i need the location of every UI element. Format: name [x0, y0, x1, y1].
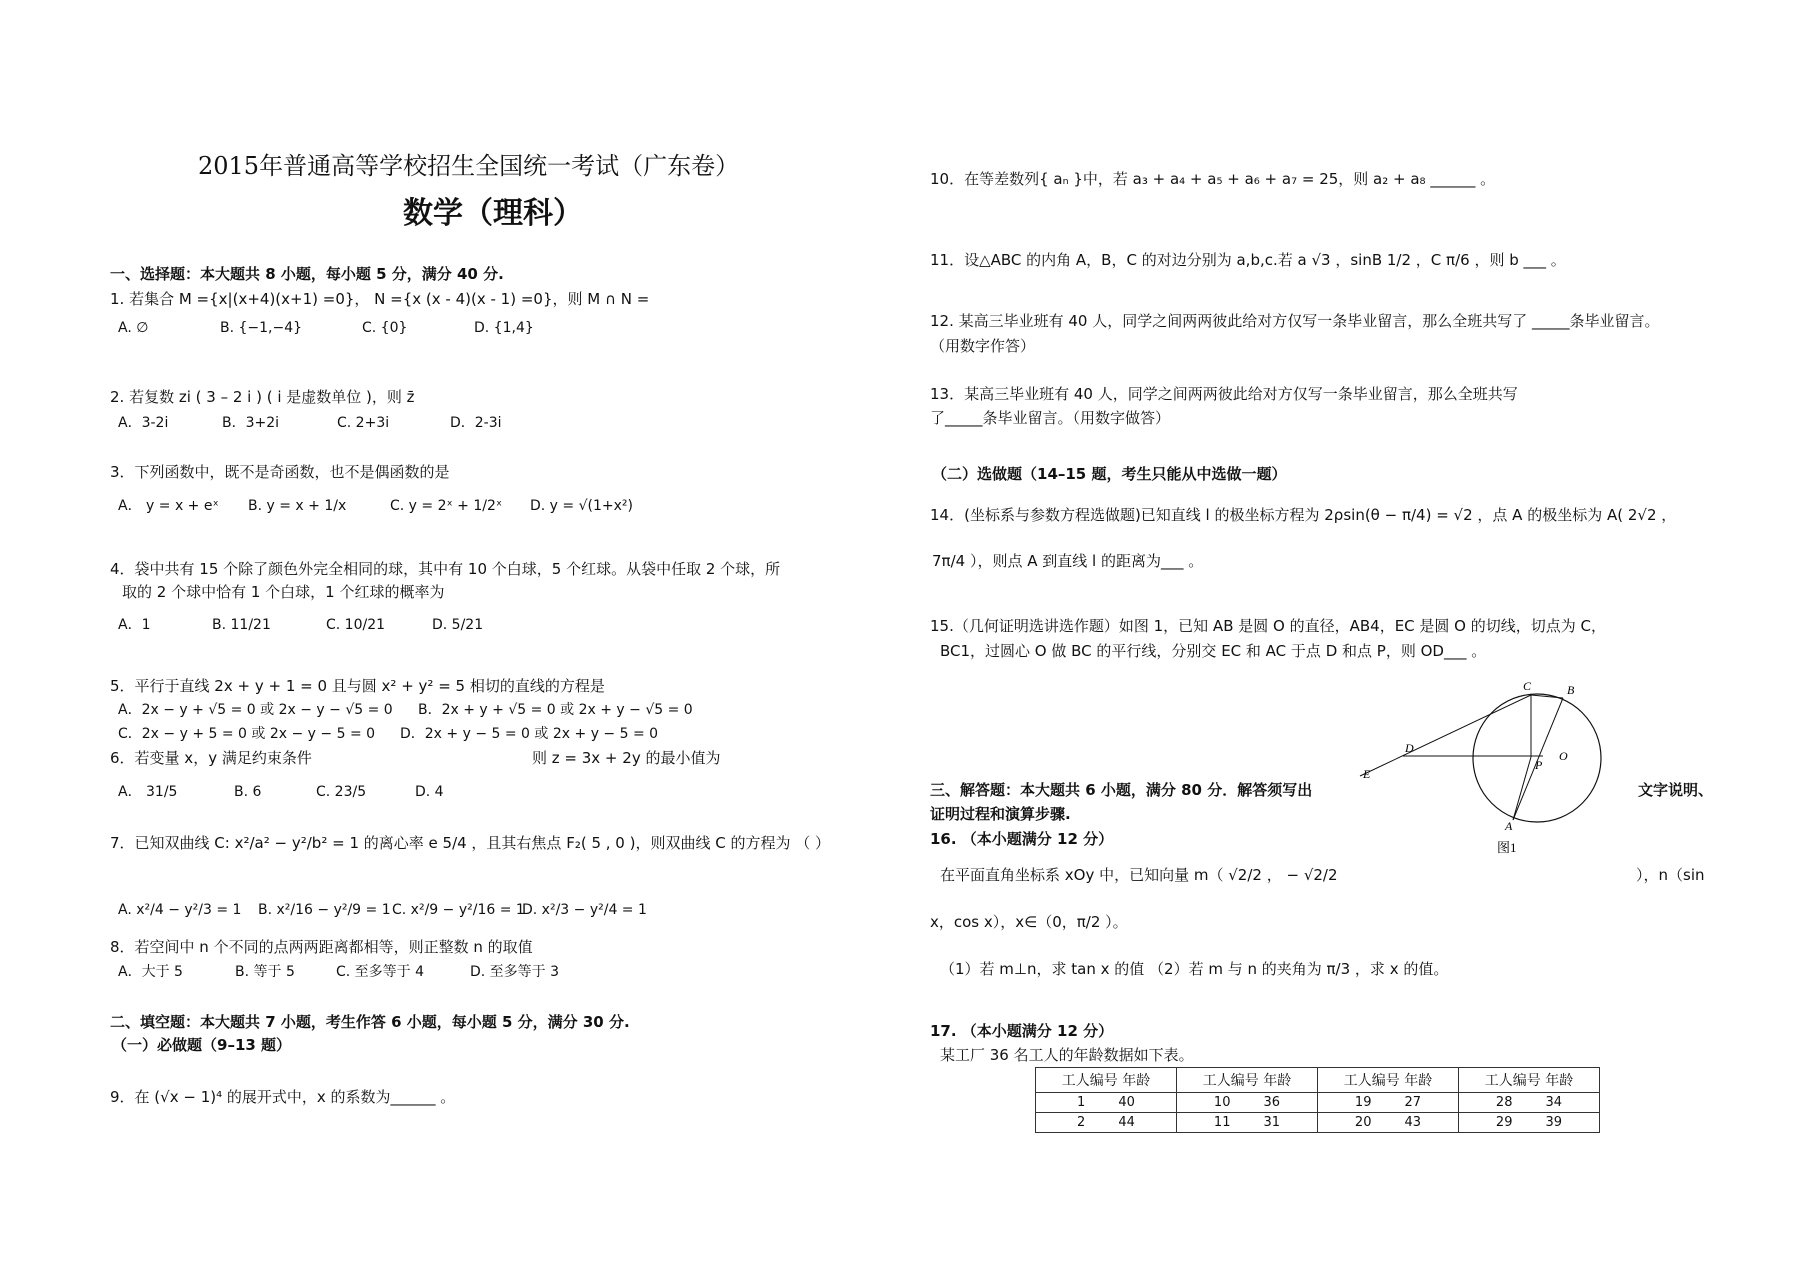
- q2-stem: 2. 若复数 zi ( 3 – 2 i ) ( i 是虚数单位 )，则 z̄: [110, 388, 415, 406]
- section2-required-heading: （一）必做题（9–13 题）: [112, 1036, 292, 1054]
- q5-stem: 5．平行于直线 2x + y + 1 = 0 且与圆 x² + y² = 5 相切的直线的方程是: [110, 677, 605, 695]
- q7-opt-a: A. x²/4 − y²/3 = 1: [118, 902, 242, 918]
- q15-line1: 15.（几何证明选讲选作题）如图 1，已知 AB 是圆 O 的直径，AB4，EC 是圆 O 的切线，切点为 C，: [930, 617, 1606, 635]
- q5-opt-b: B．2x + y + √5 = 0 或 2x + y − √5 = 0: [418, 702, 693, 718]
- q17-heading: 17. （本小题满分 12 分）: [930, 1022, 1114, 1040]
- section3-heading: 三、解答题：本大题共 6 小题，满分 80 分．解答须写出: [930, 781, 1313, 799]
- q1-opt-d: D. {1,4}: [474, 320, 534, 336]
- segment-cb: [1531, 695, 1563, 698]
- q2-opt-b: B．3+2i: [222, 415, 280, 431]
- q1-opt-a: A. ∅: [118, 320, 149, 336]
- label-e: E: [1363, 767, 1371, 781]
- q3-opt-d: D. y = √(1+x²): [530, 498, 633, 514]
- table-header-cell: 工人编号 年龄: [1459, 1068, 1600, 1093]
- q16-line3: （1）若 m⊥n，求 tan x 的值 （2）若 m 与 n 的夹角为 π/3 ，求 x 的值。: [940, 960, 1449, 978]
- q7-opt-c: C. x²/9 − y²/16 = 1: [392, 902, 525, 918]
- figure-1-circle-diagram: [1355, 672, 1655, 862]
- tangent-line-ec: [1360, 695, 1531, 776]
- q10: 10．在等差数列{ aₙ }中，若 a₃ + a₄ + a₅ + a₆ + a₇ = 25，则 a₂ + a₈ ______ 。: [930, 170, 1496, 188]
- table-header-cell: 工人编号 年龄: [1177, 1068, 1318, 1093]
- q12-line2: （用数字作答）: [930, 337, 1036, 355]
- q7-stem: 7．已知双曲线 C: x²/a² − y²/b² = 1 的离心率 e 5/4 ，且其右焦点 F₂( 5 , 0 )，则双曲线 C 的方程为 （ ）: [110, 834, 831, 852]
- q8-opt-d: D. 至多等于 3: [470, 964, 560, 980]
- table-cell: 19 27: [1318, 1093, 1459, 1113]
- section3-heading-line2: 证明过程和演算步骤.: [930, 805, 1071, 823]
- q5-opt-a: A．2x − y + √5 = 0 或 2x − y − √5 = 0: [118, 702, 393, 718]
- q8-opt-c: C. 至多等于 4: [336, 964, 425, 980]
- label-b: B: [1567, 683, 1575, 697]
- q15-line2: BC1，过圆心 O 做 BC 的平行线，分别交 EC 和 AC 于点 D 和点 P，则 OD___ 。: [940, 642, 1487, 660]
- q1-stem: 1. 若集合 M ={x|(x+4)(x+1) =0}， N ={x (x - 4)(x - 1) =0}，则 M ∩ N =: [110, 290, 650, 308]
- label-d: D: [1405, 741, 1414, 755]
- q6-stem: 6．若变量 x，y 满足约束条件: [110, 749, 312, 767]
- section1-heading: 一、选择题：本大题共 8 小题，每小题 5 分，满分 40 分.: [110, 265, 504, 283]
- table-cell: 28 34: [1459, 1093, 1600, 1113]
- q7-opt-d: D. x²/3 − y²/4 = 1: [522, 902, 647, 918]
- section2-optional-heading: （二）选做题（14–15 题，考生只能从中选做一题）: [932, 465, 1287, 483]
- label-p: P: [1535, 758, 1543, 772]
- q2-opt-a: A．3-2i: [118, 415, 169, 431]
- q12-line1: 12. 某高三毕业班有 40 人，同学之间两两彼此给对方仅写一条毕业留言，那么全班共写了 _____条毕业留言。: [930, 312, 1660, 330]
- table-cell: 20 43: [1318, 1113, 1459, 1133]
- q4-stem-line2: 取的 2 个球中恰有 1 个白球，1 个红球的概率为: [122, 583, 445, 601]
- q16-line1-tail: ），n（sin: [1636, 866, 1705, 884]
- table-row: [1036, 1093, 1600, 1113]
- table-cell: 29 39: [1459, 1113, 1600, 1133]
- segment-pa: [1513, 757, 1531, 820]
- q5-opt-d: D．2x + y − 5 = 0 或 2x + y − 5 = 0: [400, 726, 659, 742]
- label-o: O: [1559, 749, 1568, 763]
- q9: 9．在 (√x − 1)⁴ 的展开式中，x 的系数为______ 。: [110, 1088, 456, 1106]
- q3-opt-c: C. y = 2ˣ + 1/2ˣ: [390, 498, 503, 514]
- q2-opt-c: C. 2+3i: [337, 415, 390, 431]
- exam-subtitle: 数学（理科）: [403, 196, 583, 231]
- q13-line2: 了_____条毕业留言。（用数字做答）: [930, 409, 1171, 427]
- q16-line1: 在平面直角坐标系 xOy 中，已知向量 m（ √2/2 ， − √2/2: [940, 866, 1338, 884]
- q11: 11．设△ABC 的内角 A，B，C 的对边分别为 a,b,c.若 a √3 ，sinB 1/2 ，C π/6 ，则 b ___ 。: [930, 251, 1566, 269]
- q6-opt-d: D. 4: [415, 784, 444, 800]
- section2-heading: 二、填空题：本大题共 7 小题，考生作答 6 小题，每小题 5 分，满分 30 分.: [110, 1013, 630, 1031]
- q4-stem-line1: 4．袋中共有 15 个除了颜色外完全相同的球，其中有 10 个白球，5 个红球。从袋中任取 2 个球，所: [110, 560, 781, 578]
- q8-opt-b: B. 等于 5: [235, 964, 295, 980]
- table-header-cell: 工人编号 年龄: [1036, 1068, 1177, 1093]
- q13-line1: 13．某高三毕业班有 40 人，同学之间两两彼此给对方仅写一条毕业留言，那么全班共写: [930, 385, 1518, 403]
- q4-opt-b: B. 11/21: [212, 617, 271, 633]
- label-c: C: [1523, 679, 1532, 693]
- q5-opt-c: C．2x − y + 5 = 0 或 2x − y − 5 = 0: [118, 726, 376, 742]
- q8-opt-a: A．大于 5: [118, 964, 183, 980]
- q16-heading: 16. （本小题满分 12 分）: [930, 830, 1114, 848]
- q7-opt-b: B. x²/16 − y²/9 = 1: [258, 902, 391, 918]
- worker-age-table: [1035, 1067, 1600, 1133]
- figure-caption: 图1: [1497, 840, 1517, 855]
- q6-opt-c: C. 23/5: [316, 784, 367, 800]
- q1-opt-c: C. {0}: [362, 320, 408, 336]
- q14-line1: 14．(坐标系与参数方程选做题)已知直线 l 的极坐标方程为 2ρsin(θ − π/4) = √2 ，点 A 的极坐标为 A( 2√2 ，: [930, 506, 1677, 524]
- section3-heading-tail: 文字说明、: [1638, 781, 1714, 799]
- table-cell: 11 31: [1177, 1113, 1318, 1133]
- q6-stem-objective: 则 z = 3x + 2y 的最小值为: [532, 749, 721, 767]
- q6-opt-b: B. 6: [234, 784, 262, 800]
- table-row: [1036, 1113, 1600, 1133]
- q16-line2: x，cos x），x∈（0，π/2 ）。: [930, 913, 1128, 931]
- table-cell: 2 44: [1036, 1113, 1177, 1133]
- q6-opt-a: A． 31/5: [118, 784, 178, 800]
- q14-line2: 7π/4 ），则点 A 到直线 l 的距离为___ 。: [932, 552, 1204, 570]
- q4-opt-d: D. 5/21: [432, 617, 484, 633]
- table-cell: 10 36: [1177, 1093, 1318, 1113]
- q4-opt-a: A．1: [118, 617, 151, 633]
- label-a: A: [1505, 819, 1513, 833]
- q3-opt-a: A． y = x + eˣ: [118, 498, 219, 514]
- q2-opt-d: D．2-3i: [450, 415, 502, 431]
- table-cell: 1 40: [1036, 1093, 1177, 1113]
- q4-opt-c: C. 10/21: [326, 617, 386, 633]
- table-header-cell: 工人编号 年龄: [1318, 1068, 1459, 1093]
- exam-title: 2015年普通高等学校招生全国统一考试（广东卷）: [198, 152, 740, 180]
- q3-opt-b: B. y = x + 1/x: [248, 498, 347, 514]
- q8-stem: 8．若空间中 n 个不同的点两两距离都相等，则正整数 n 的取值: [110, 938, 533, 956]
- q3-stem: 3．下列函数中，既不是奇函数，也不是偶函数的是: [110, 463, 450, 481]
- q1-opt-b: B. {−1,−4}: [220, 320, 303, 336]
- table-header-row: [1036, 1068, 1600, 1093]
- q17-line1: 某工厂 36 名工人的年龄数据如下表。: [940, 1046, 1194, 1064]
